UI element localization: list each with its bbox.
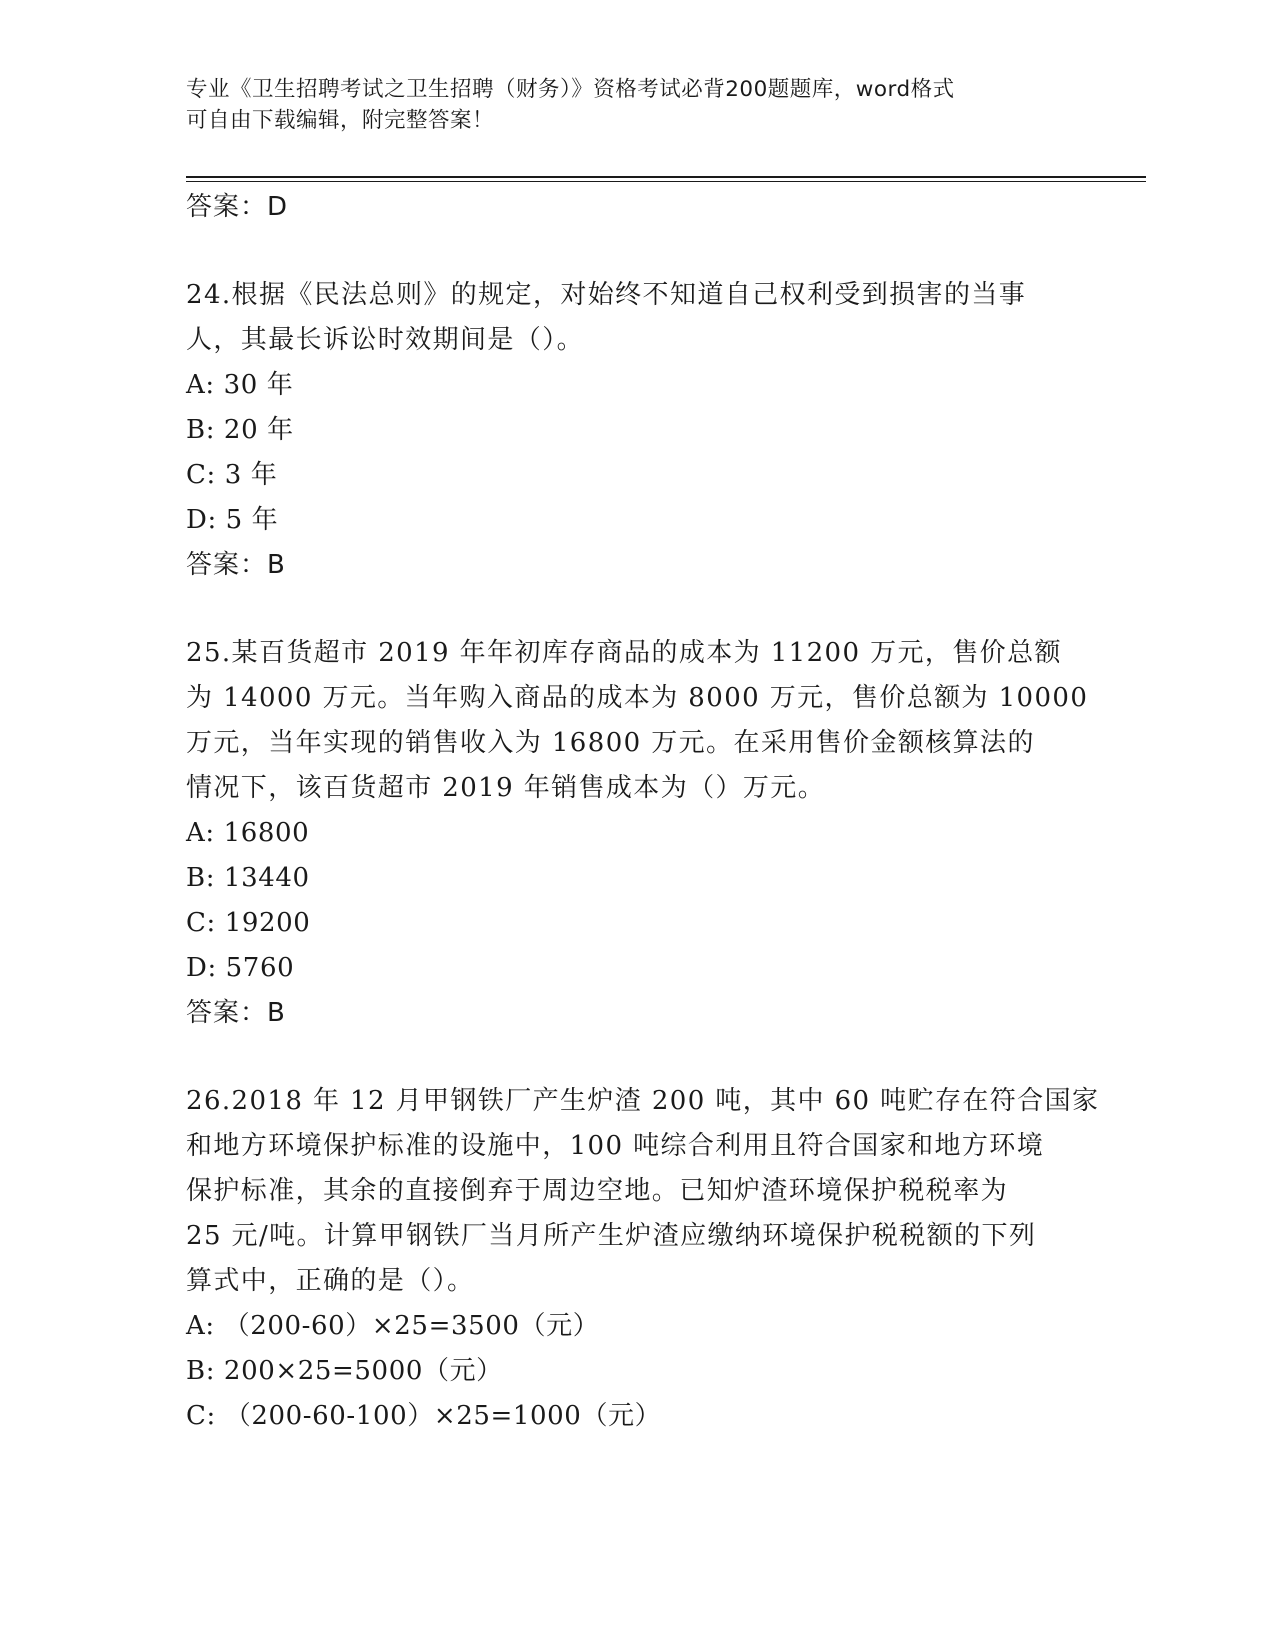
option-c: C: 19200 [186, 908, 311, 938]
option-d: D: 5 年 [186, 505, 279, 535]
question-26 [186, 1079, 1100, 1439]
option-d: D: 5760 [186, 953, 295, 983]
question-text-line: 人，其最长诉讼时效期间是（）。 [186, 325, 585, 355]
option-a: A: 30 年 [186, 370, 294, 400]
option-c: C: （200-60-100）×25=1000（元） [186, 1401, 662, 1431]
question-text-line: 25 元/吨。计算甲钢铁厂当月所产生炉渣应缴纳环境保护税税额的下列 [186, 1221, 1037, 1251]
header-divider-thick [186, 176, 1146, 178]
option-a: A: （200-60）×25=3500（元） [186, 1311, 600, 1341]
question-text-line: 情况下，该百货超市 2019 年销售成本为（）万元。 [186, 773, 826, 803]
question-text-line: 算式中，正确的是（）。 [186, 1266, 475, 1296]
question-24 [186, 273, 1086, 587]
header-line-1: 专业《卫生招聘考试之卫生招聘（财务）》资格考试必背200题题库，word格式 [186, 77, 955, 102]
question-text-line: 和地方环境保护标准的设施中，100 吨综合利用且符合国家和地方环境 [186, 1131, 1045, 1161]
option-c: C: 3 年 [186, 460, 278, 490]
header-divider-thin [186, 181, 1146, 182]
question-text-line: 保护标准，其余的直接倒弃于周边空地。已知炉渣环境保护税税率为 [186, 1176, 1009, 1206]
option-a: A: 16800 [186, 818, 310, 848]
question-text-line: 万元，当年实现的销售收入为 16800 万元。在采用售价金额核算法的 [186, 728, 1035, 758]
question-25 [186, 631, 1089, 1035]
question-text-line: 26.2018 年 12 月甲钢铁厂产生炉渣 200 吨，其中 60 吨贮存在符合国家 [186, 1086, 1100, 1116]
answer-25: 答案：B [186, 998, 286, 1028]
header-line-2: 可自由下载编辑，附完整答案！ [186, 108, 495, 133]
answer-previous: 答案：D [186, 192, 289, 222]
page-header [186, 74, 1066, 136]
option-b: B: 13440 [186, 863, 310, 893]
question-text-line: 为 14000 万元。当年购入商品的成本为 8000 万元，售价总额为 10000 [186, 683, 1089, 713]
answer-24: 答案：B [186, 550, 286, 580]
question-text-line: 25.某百货超市 2019 年年初库存商品的成本为 11200 万元，售价总额 [186, 638, 1062, 668]
question-text-line: 24.根据《民法总则》的规定，对始终不知道自己权利受到损害的当事 [186, 280, 1027, 310]
option-b: B: 20 年 [186, 415, 294, 445]
spacer [186, 587, 1086, 631]
question-content [186, 185, 1100, 1439]
option-b: B: 200×25=5000（元） [186, 1356, 503, 1386]
spacer [186, 1035, 1086, 1079]
spacer [186, 229, 1086, 273]
